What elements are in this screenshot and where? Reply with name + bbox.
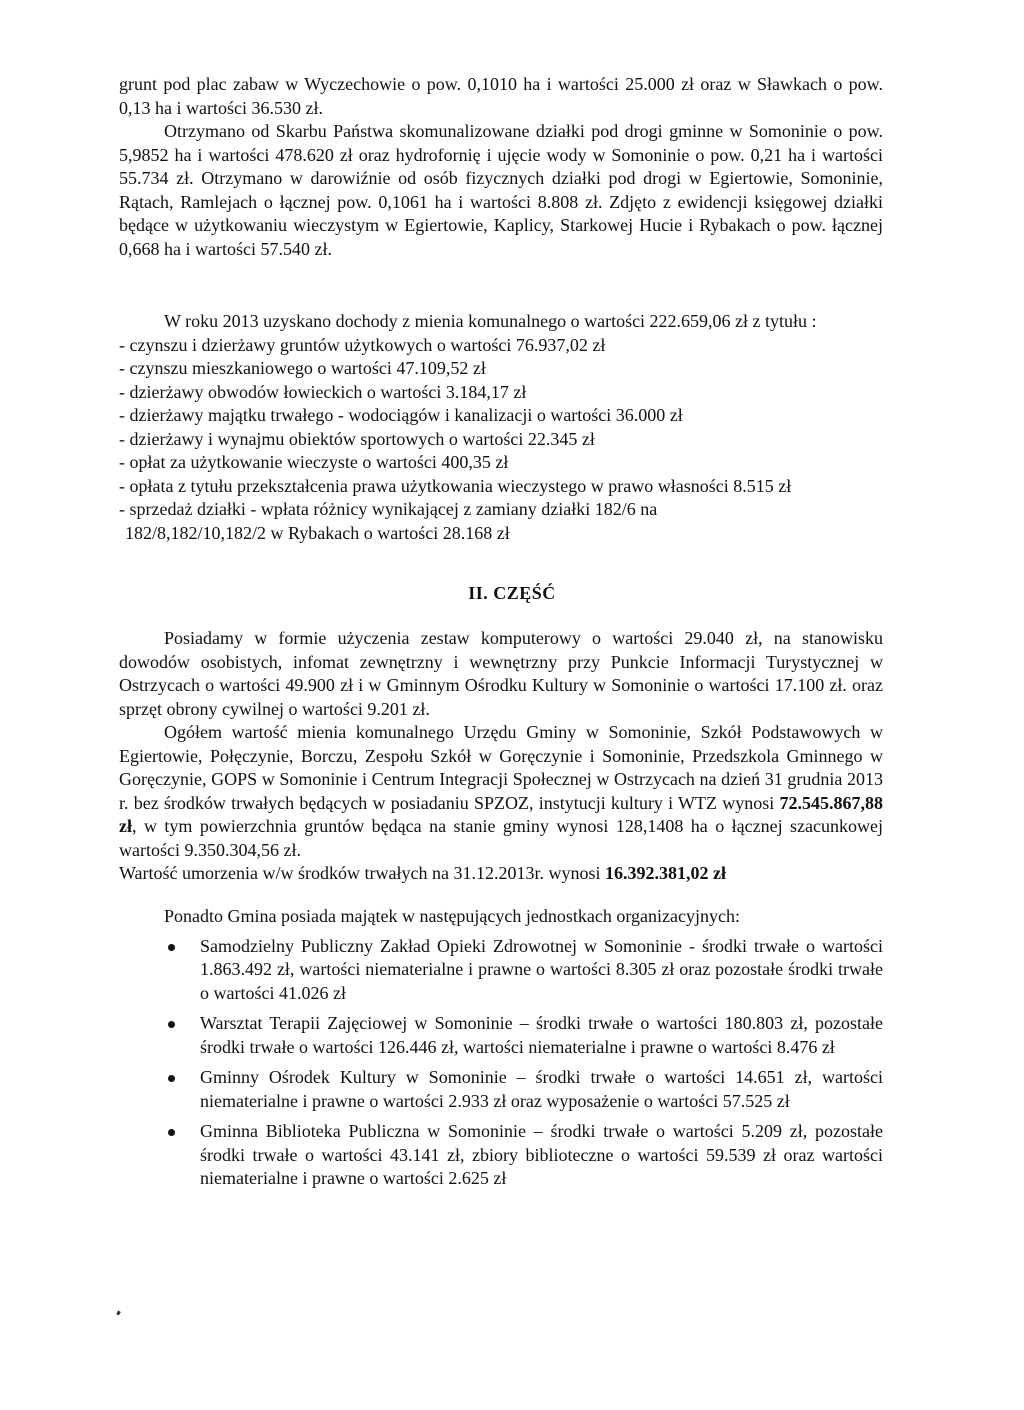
list-item-text: Gminny Ośrodek Kultury w Somoninie – środki trwałe o wartości 14.651 zł, wartości niematerialne i prawne o wartości 2.933 zł oraz wyposażenie o wartości 57.525 zł <box>200 1067 883 1111</box>
income-item: - czynszu i dzierżawy gruntów użytkowych o wartości 76.937,02 zł <box>119 334 606 355</box>
list-item-text: Samodzielny Publiczny Zakład Opieki Zdrowotnej w Somoninie - środki trwałe o wartości 1.863.492 zł, wartości niematerialne i prawne o wartości 8.305 zł oraz pozostałe środki trwałe o wartości 41.026 zł <box>200 935 883 1003</box>
total-value-amount: 72.545.867,88 zł <box>119 792 883 836</box>
bullet-icon <box>168 1129 175 1136</box>
list-item <box>119 1012 883 1059</box>
depreciation-amount: 16.392.381,02 zł <box>604 863 726 883</box>
bullet-icon <box>168 944 175 951</box>
income-item: - czynszu mieszkaniowego o wartości 47.109,52 zł <box>119 358 486 378</box>
income-intro: W roku 2013 uzyskano dochody z mienia komunalnego o wartości 222.659,06 zł z tytułu : <box>164 311 817 331</box>
section-heading: II. CZĘŚĆ <box>468 583 556 603</box>
assets-acquired-section <box>119 73 883 261</box>
income-section <box>119 310 883 545</box>
income-item: - opłata z tytułu przekształcenia prawa użytkowania wieczystego w prawo własności 8.515 zł <box>119 475 792 496</box>
income-item: - sprzedaż działki - wpłata różnicy wynikającej z zamiany działki 182/6 na <box>119 499 658 519</box>
paragraph-total-value <box>119 721 883 862</box>
units-intro: Ponadto Gmina posiada majątek w następujących jednostkach organizacyjnych: <box>164 906 740 926</box>
scan-speck <box>116 1311 121 1316</box>
total-value-text: Ogółem wartość mienia komunalnego Urzędu Gminy w Somoninie, Szkół Podstawowych w Egiertowie, Połęczynie, Borczu, Zespołu Szkół w Goręczynie i Somoninie, Przedszkola Gminnego w Goręczynie, GOPS w Somoninie i Centrum Integracji Społecznej w Ostrzycach na dzień 31 grudnia 2013 r. bez środków trwałych będących w posiadaniu SPZOZ, instytucji kultury i WTZ wynosi <box>119 722 883 813</box>
income-item: - dzierżawy majątku trwałego - wodociągów i kanalizacji o wartości 36.000 zł <box>119 405 683 425</box>
list-item <box>119 1066 883 1113</box>
units-list <box>119 935 883 1191</box>
list-item-text: Gminna Biblioteka Publiczna w Somoninie – środki trwałe o wartości 5.209 zł, pozostałe środki trwałe o wartości 43.141 zł, zbiory biblioteczne o wartości 59.539 zł oraz wartości niematerialne i prawne o wartości 2.625 zł <box>200 1121 883 1188</box>
depreciation-text: Wartość umorzenia w/w środków trwałych na 31.12.2013r. wynosi <box>119 863 605 883</box>
income-item: - opłat za użytkowanie wieczyste o wartości 400,35 zł <box>119 452 509 472</box>
property-summary-section <box>119 627 883 886</box>
list-item <box>119 935 883 1006</box>
organizational-units-section <box>119 905 883 1198</box>
list-item <box>119 1120 883 1191</box>
income-item-continuation: 182/8,182/10,182/2 w Rybakach o wartości 28.168 zł <box>125 522 510 543</box>
bullet-icon <box>168 1021 175 1028</box>
income-item: - dzierżawy obwodów łowieckich o wartości 3.184,17 zł <box>119 381 527 402</box>
paragraph-playground-land: grunt pod plac zabaw w Wyczechowie o pow. 0,1010 ha i wartości 25.000 zł oraz w Sławkach o pow. 0,13 ha i wartości 36.530 zł. <box>119 74 883 118</box>
income-item: - dzierżawy i wynajmu obiektów sportowych o wartości 22.345 zł <box>119 428 595 449</box>
paragraph-lent-equipment: Posiadamy w formie użyczenia zestaw komputerowy o wartości 29.040 zł, na stanowisku dowodów osobistych, infomat zewnętrzny i wewnętrzny przy Punkcie Informacji Turystycznej w Ostrzycach o wartości 49.900 zł i w Gminnym Ośrodku Kultury w Somoninie o wartości 17.100 zł. oraz sprzęt obrony cywilnej o wartości 9.201 zł. <box>119 628 883 719</box>
list-item-text: Warsztat Terapii Zajęciowej w Somoninie – środki trwałe o wartości 180.803 zł, pozostałe środki trwałe o wartości 126.446 zł, wartości niematerialne i prawne o wartości 8.476 zł <box>200 1013 883 1057</box>
bullet-icon <box>168 1075 175 1082</box>
land-area-text: , w tym powierzchnia gruntów będąca na stanie gminy wynosi 128,1408 ha o łącznej szacunkowej wartości 9.350.304,56 zł. <box>119 816 883 860</box>
paragraph-treasury-transfers: Otrzymano od Skarbu Państwa skomunalizowane działki pod drogi gminne w Somoninie o pow. 5,9852 ha i wartości 478.620 zł oraz hydrofornię i ujęcie wody w Somoninie o pow. 0,21 ha i wartości 55.734 zł. Otrzymano w darowiźnie od osób fizycznych działki pod drogi w Egiertowie, Somoninie, Rątach, Ramlejach o łącznej pow. 0,1061 ha i wartości 8.808 zł. Zdjęto z ewidencji księgowej działki będące w użytkowaniu wieczystym w Egiertowie, Kaplicy, Starkowej Hucie i Rybakach o pow. łącznej 0,668 ha i wartości 57.540 zł. <box>119 121 883 259</box>
paragraph-depreciation <box>119 862 883 886</box>
